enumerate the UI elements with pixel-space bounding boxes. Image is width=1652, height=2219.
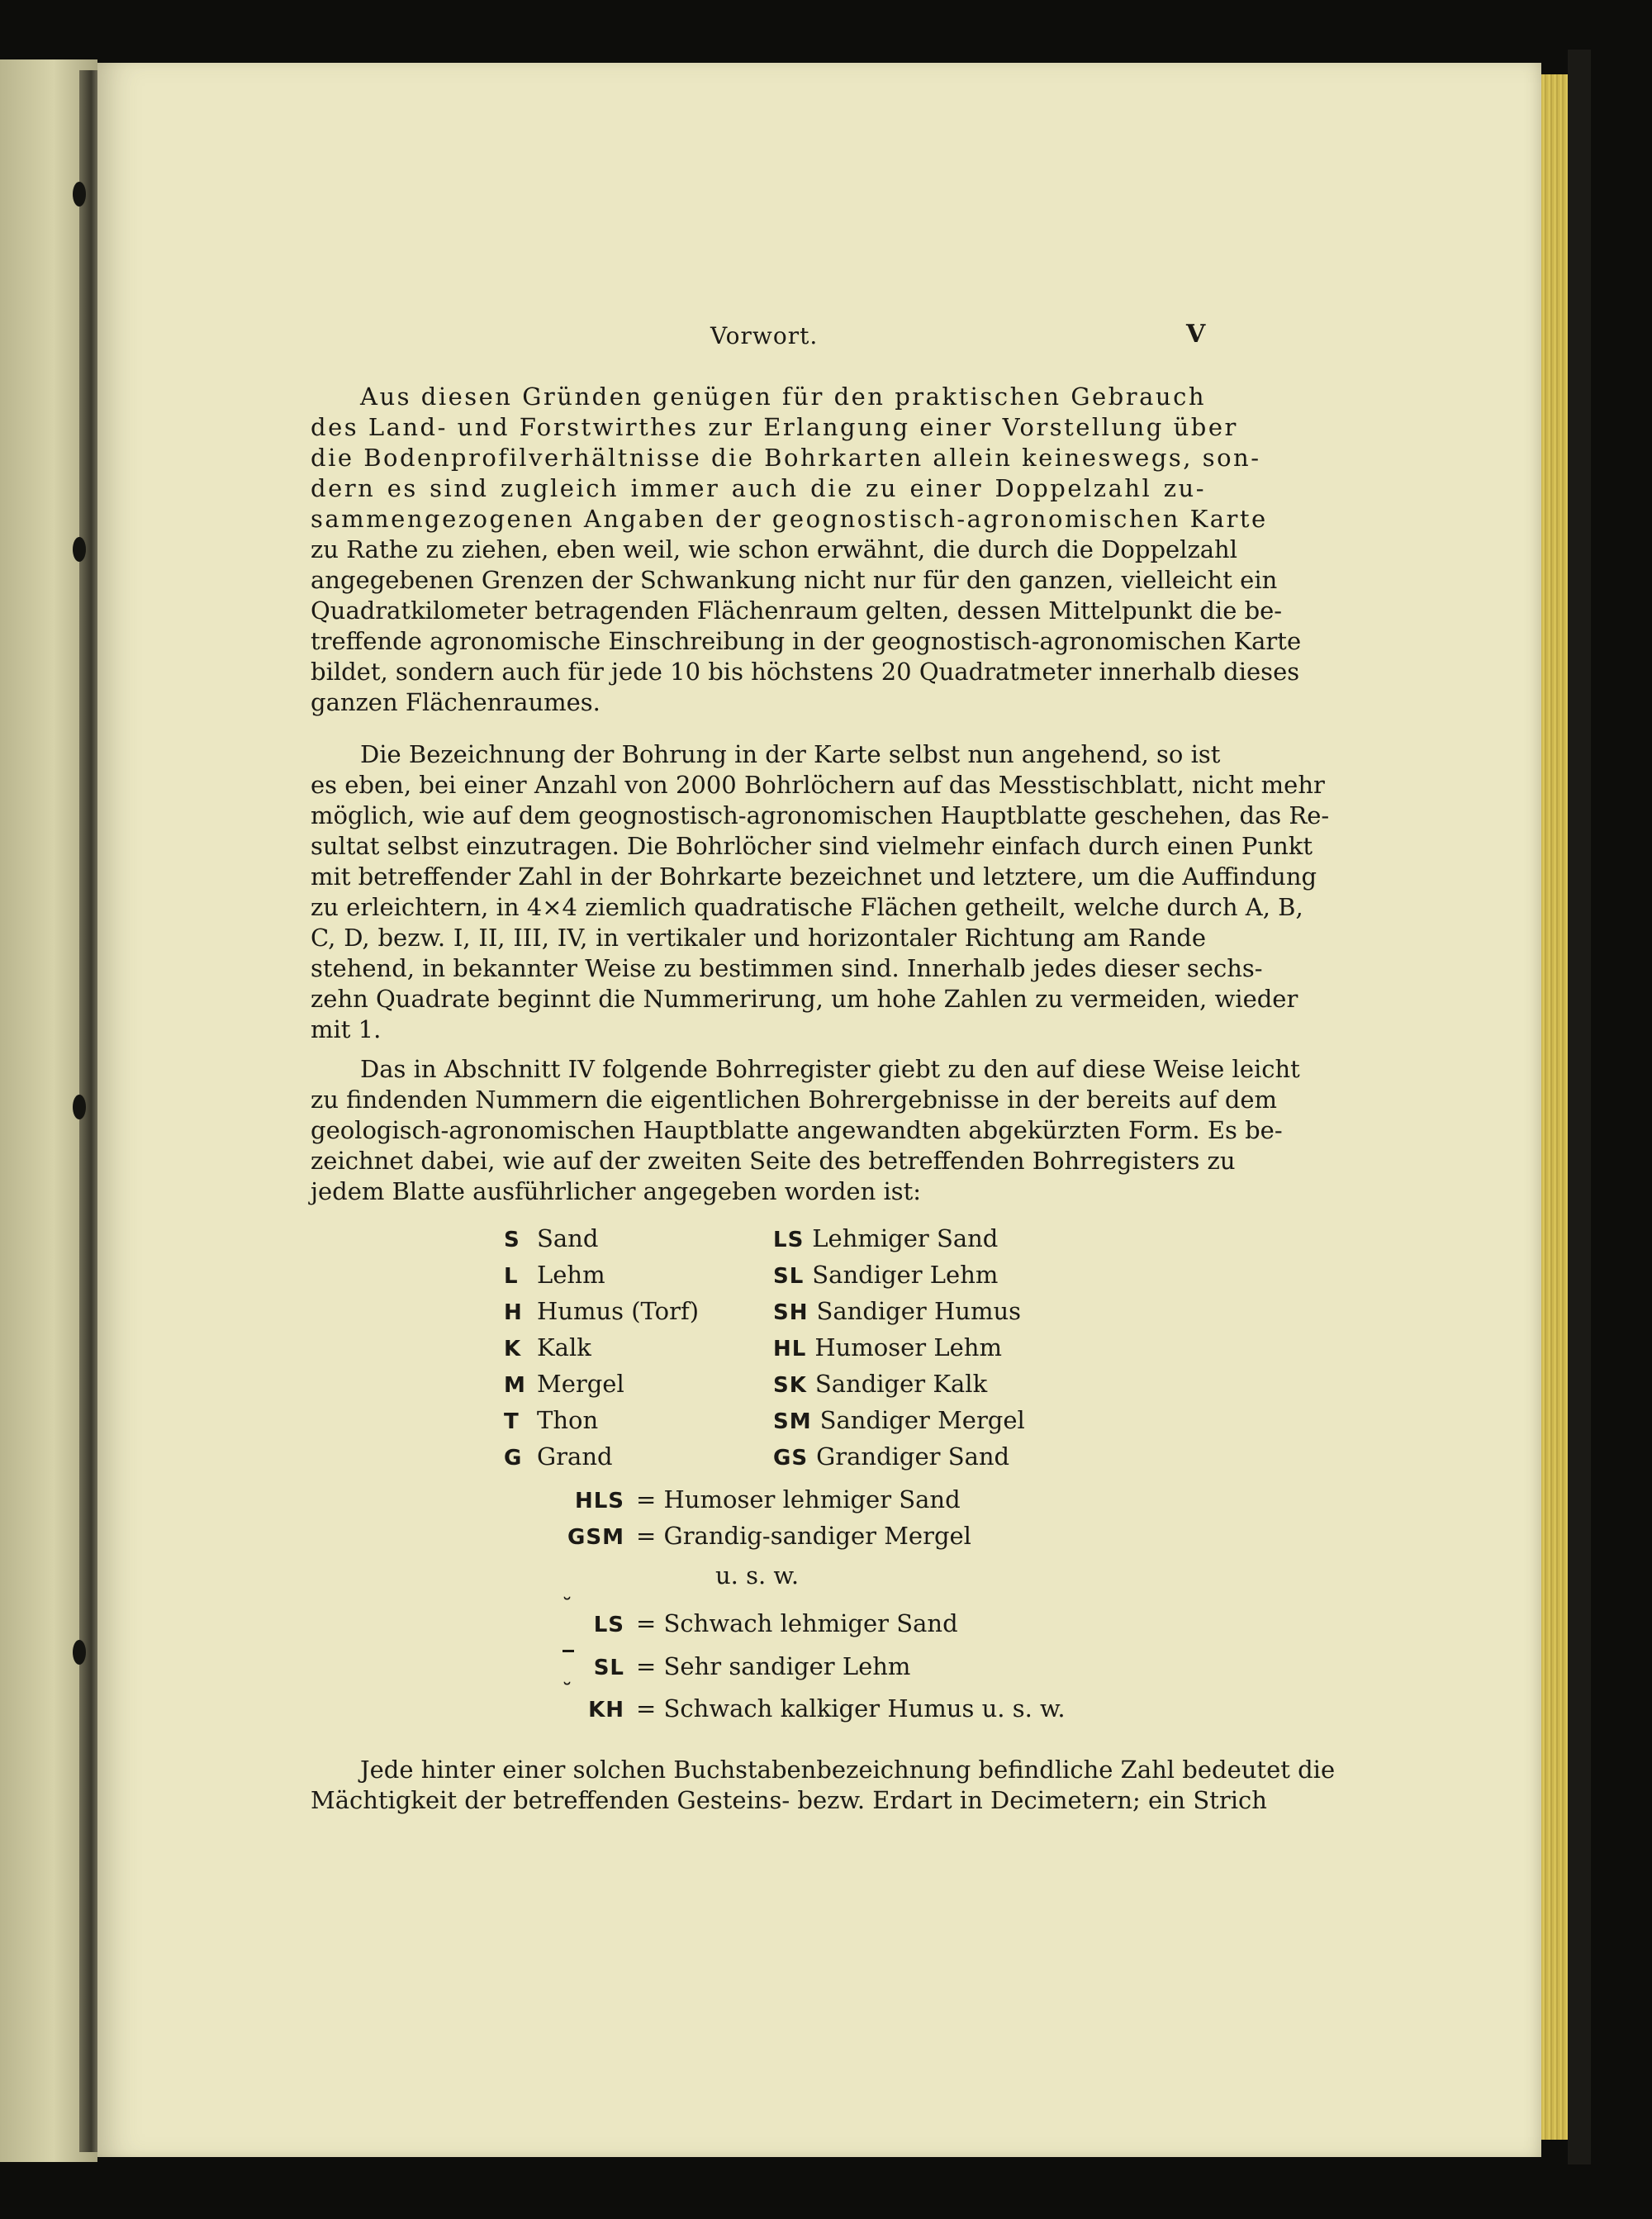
legend-entry <box>562 1485 961 1516</box>
legend-label: Mergel <box>537 1370 624 1398</box>
legend-code: M <box>504 1373 526 1398</box>
running-header-title: Vorwort. <box>710 322 819 349</box>
legend-label: Schwach lehmiger Sand <box>663 1609 958 1637</box>
legend-entry <box>773 1224 998 1255</box>
text-line: treffende agronomische Einschreibung in der geognostisch-agronomischen Karte <box>311 627 1302 655</box>
legend-entry <box>504 1369 624 1400</box>
text-line: Das in Abschnitt IV folgende Bohrregister giebt zu den auf diese Weise leicht <box>360 1055 1300 1083</box>
usw-note: u. s. w. <box>715 1561 800 1589</box>
legend-code: L <box>504 1264 519 1289</box>
legend-code: GSM <box>567 1525 624 1550</box>
legend-label: Sehr sandiger Lehm <box>663 1652 911 1680</box>
legend-entry <box>504 1333 591 1364</box>
text-line: zu Rathe zu ziehen, eben weil, wie schon erwähnt, die durch die Doppelzahl <box>311 535 1237 563</box>
equals-sign: = <box>636 1485 657 1513</box>
legend-label: Schwach kalkiger Humus u. s. w. <box>663 1694 1066 1722</box>
legend-label: Lehm <box>537 1261 605 1289</box>
legend-code: SH <box>773 1300 809 1325</box>
legend-code-macron: SL <box>562 1653 624 1683</box>
text-line: bildet, sondern auch für jede 10 bis höchstens 20 Quadratmeter innerhalb dieses <box>311 658 1300 686</box>
legend-entry <box>773 1260 998 1291</box>
gilt-page-edges <box>1541 74 1568 2140</box>
legend-code: G <box>504 1446 523 1471</box>
legend-entry <box>562 1651 910 1683</box>
legend-code: SL <box>773 1264 805 1289</box>
text-line: Mächtigkeit der betreffenden Gesteins- bezw. Erdart in Decimetern; ein Strich <box>311 1786 1267 1814</box>
legend-code: K <box>504 1337 522 1361</box>
binding-stitch <box>73 1640 86 1665</box>
legend-code: S <box>504 1228 520 1252</box>
legend-entry <box>504 1260 605 1291</box>
text-line: angegebenen Grenzen der Schwankung nicht nur für den ganzen, vielleicht ein <box>311 566 1278 594</box>
text-line: stehend, in bekannter Weise zu bestimmen sind. Innerhalb jedes dieser sechs- <box>311 954 1263 982</box>
text-line: die Bodenprofilverhältnisse die Bohrkarten allein keineswegs, son- <box>311 444 1261 472</box>
legend-code: SK <box>773 1373 807 1398</box>
text-line: Jede hinter einer solchen Buchstabenbezeichnung befindliche Zahl bedeutet die <box>360 1756 1336 1784</box>
legend-label: Humus (Torf) <box>537 1297 700 1325</box>
text-line: Aus diesen Gründen genügen für den praktischen Gebrauch <box>360 383 1206 411</box>
legend-entry <box>504 1405 598 1437</box>
text-line: es eben, bei einer Anzahl von 2000 Bohrlöchern auf das Messtischblatt, nicht mehr <box>311 771 1325 799</box>
legend-label: Thon <box>537 1406 599 1434</box>
legend-code: HLS <box>574 1489 624 1513</box>
legend-label: Grandig-sandiger Mergel <box>663 1522 971 1550</box>
legend-code: H <box>504 1300 523 1325</box>
legend-label: Humoser Lehm <box>814 1333 1002 1361</box>
text-line: Quadratkilometer betragenden Flächenraum gelten, dessen Mittelpunkt die be- <box>311 596 1283 625</box>
legend-label: Lehmiger Sand <box>812 1224 999 1252</box>
legend-entry <box>562 1521 971 1552</box>
equals-sign: = <box>636 1522 657 1550</box>
text-line: des Land- und Forstwirthes zur Erlangung einer Vorstellung über <box>311 413 1238 441</box>
legend-entry <box>773 1296 1021 1328</box>
legend-code: GS <box>773 1446 809 1471</box>
legend-entry <box>504 1442 613 1473</box>
legend-entry <box>773 1442 1009 1473</box>
text-line: jedem Blatte ausführlicher angegeben worden ist: <box>311 1177 922 1205</box>
legend-label: Grand <box>537 1442 613 1471</box>
legend-label: Humoser lehmiger Sand <box>663 1485 961 1513</box>
text-line: zu erleichtern, in 4×4 ziemlich quadratische Flächen getheilt, welche durch A, B, <box>311 893 1303 921</box>
text-line: C, D, bezw. I, II, III, IV, in vertikaler und horizontaler Richtung am Rande <box>311 924 1206 952</box>
legend-entry <box>773 1333 1002 1364</box>
legend-label: Grandiger Sand <box>816 1442 1010 1471</box>
text-line: zehn Quadrate beginnt die Nummerirung, um hohe Zahlen zu vermeiden, wieder <box>311 985 1298 1013</box>
legend-label: Sandiger Humus <box>816 1297 1022 1325</box>
legend-code: HL <box>773 1337 807 1361</box>
text-line: möglich, wie auf dem geognostisch-agronomischen Hauptblatte geschehen, das Re- <box>311 801 1330 829</box>
text-line: sammengezogenen Angaben der geognostisch-agronomischen Karte <box>311 505 1268 533</box>
text-line: zeichnet dabei, wie auf der zweiten Seite des betreffenden Bohrregisters zu <box>311 1147 1236 1175</box>
text-line: zu findenden Nummern die eigentlichen Bohrergebnisse in der bereits auf dem <box>311 1086 1278 1114</box>
legend-code: T <box>504 1409 520 1434</box>
page-number: V <box>1186 320 1206 349</box>
text-line: mit betreffender Zahl in der Bohrkarte bezeichnet und letztere, um die Auffindung <box>311 862 1317 891</box>
text-line: dern es sind zugleich immer auch die zu einer Doppelzahl zu- <box>311 474 1206 502</box>
binding-stitch <box>73 537 86 562</box>
legend-code: LS <box>773 1228 805 1252</box>
equals-sign: = <box>636 1609 657 1637</box>
legend-label: Kalk <box>537 1333 591 1361</box>
legend-entry <box>504 1224 598 1255</box>
text-line: geologisch-agronomischen Hauptblatte angewandten abgekürzten Form. Es be- <box>311 1116 1283 1144</box>
text-line: Die Bezeichnung der Bohrung in der Karte selbst nun angehend, so ist <box>360 740 1221 768</box>
legend-label: Sandiger Mergel <box>819 1406 1025 1434</box>
legend-code: SM <box>773 1409 812 1434</box>
legend-code-breve: ˘ KH <box>562 1695 624 1725</box>
text-line: mit 1. <box>311 1015 382 1043</box>
book-cover-edge <box>1568 50 1591 2164</box>
equals-sign: = <box>636 1694 657 1722</box>
legend-entry <box>562 1608 958 1640</box>
legend-entry <box>504 1296 699 1328</box>
legend-code-breve: ˘ LS <box>562 1610 624 1640</box>
equals-sign: = <box>636 1652 657 1680</box>
legend-label: Sandiger Kalk <box>814 1370 988 1398</box>
text-line: ganzen Flächenraumes. <box>311 688 601 716</box>
text-line: sultat selbst einzutragen. Die Bohrlöcher sind vielmehr einfach durch einen Punkt <box>311 832 1313 860</box>
binding-stitch <box>73 182 86 207</box>
binding-stitch <box>73 1095 86 1119</box>
legend-entry <box>773 1369 987 1400</box>
legend-entry <box>773 1405 1025 1437</box>
legend-label: Sand <box>537 1224 599 1252</box>
legend-label: Sandiger Lehm <box>812 1261 999 1289</box>
legend-entry <box>562 1694 1066 1725</box>
